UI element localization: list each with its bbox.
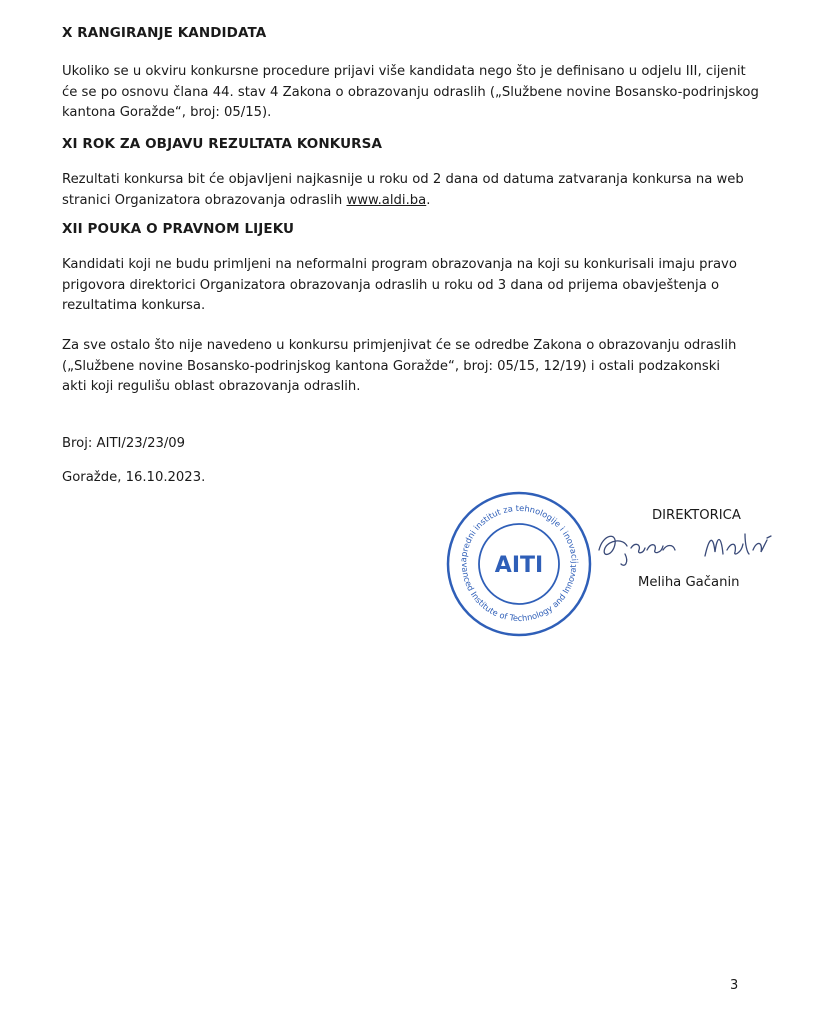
section-x-line-1: Ukoliko se u okviru konkursne procedure prijavi više kandidata nego što je definisano u odjelu III, cijenit xyxy=(62,64,746,79)
section-x-paragraph xyxy=(62,62,759,124)
section-xii-p1-line-3: rezultatima konkursa. xyxy=(62,298,206,313)
section-xi-line-1: Rezultati konkursa bit će objavljeni najkasnije u roku od 2 dana od datuma zatvaranja konkursa na web xyxy=(62,172,744,187)
place-and-date: Goražde, 16.10.2023. xyxy=(62,470,206,485)
section-xi-line-2 xyxy=(62,191,752,212)
section-xii-paragraph-2 xyxy=(62,336,752,398)
official-stamp xyxy=(444,489,594,643)
section-xii-paragraph-1 xyxy=(62,255,752,317)
section-xi-line-2-suffix: . xyxy=(426,192,431,208)
handwritten-signature xyxy=(595,520,785,574)
stamp-seal-graphic xyxy=(444,489,594,639)
document-number: Broj: AITI/23/23/09 xyxy=(62,436,186,451)
section-xii-p1-line-2: prigovora direktorici Organizatora obrazovanja odraslih u roku od 3 dana od prijema obavještenja o xyxy=(62,277,720,293)
signatory-title: DIREKTORICA xyxy=(652,508,741,523)
stamp-bottom-arc-text: vanced Institute of Technology and Innovat xyxy=(459,562,579,624)
signatory-name: Meliha Gačanin xyxy=(638,575,740,590)
section-xi-heading: XI ROK ZA OBJAVU REZULTATA KONKURSA xyxy=(62,136,383,152)
section-xii-p1-line-1: Kandidati koji ne budu primljeni na neformalni program obrazovanja na koji su konkurisali imaju pravo xyxy=(62,257,737,272)
section-xi-paragraph xyxy=(62,170,752,211)
section-x-heading: X RANGIRANJE KANDIDATA xyxy=(62,25,267,41)
section-xii-p2-line-3: akti koji regulišu oblast obrazovanja odraslih. xyxy=(62,379,361,394)
section-x-line-3: kantona Goražde“, broj: 05/15). xyxy=(62,105,272,120)
section-xii-p2-line-1: Za sve ostalo što nije navedeno u konkursu primjenjivat će se odredbe Zakona o obrazovanju odraslih xyxy=(62,338,737,353)
section-x-line-2: će se po osnovu člana 44. stav 4 Zakona o obrazovanju odraslih („Službene novine Bosansko-podrinjskog xyxy=(62,84,759,100)
stamp-top-arc-text: apredni institut za tehnologije i inovacij xyxy=(457,502,581,564)
signature-graphic xyxy=(595,520,785,570)
page-number: 3 xyxy=(730,978,739,993)
section-xii-p2-line-2: („Službene novine Bosansko-podrinjskog kantona Goražde“, broj: 05/15, 12/19) i ostali podzakonski xyxy=(62,358,720,374)
section-xii-heading: XII POUKA O PRAVNOM LIJEKU xyxy=(62,221,295,237)
stamp-center-text: AITI xyxy=(494,553,544,578)
aldi-website-link[interactable]: www.aldi.ba xyxy=(346,192,427,208)
section-xi-line-2-text: stranici Organizatora obrazovanja odraslih xyxy=(62,192,347,208)
